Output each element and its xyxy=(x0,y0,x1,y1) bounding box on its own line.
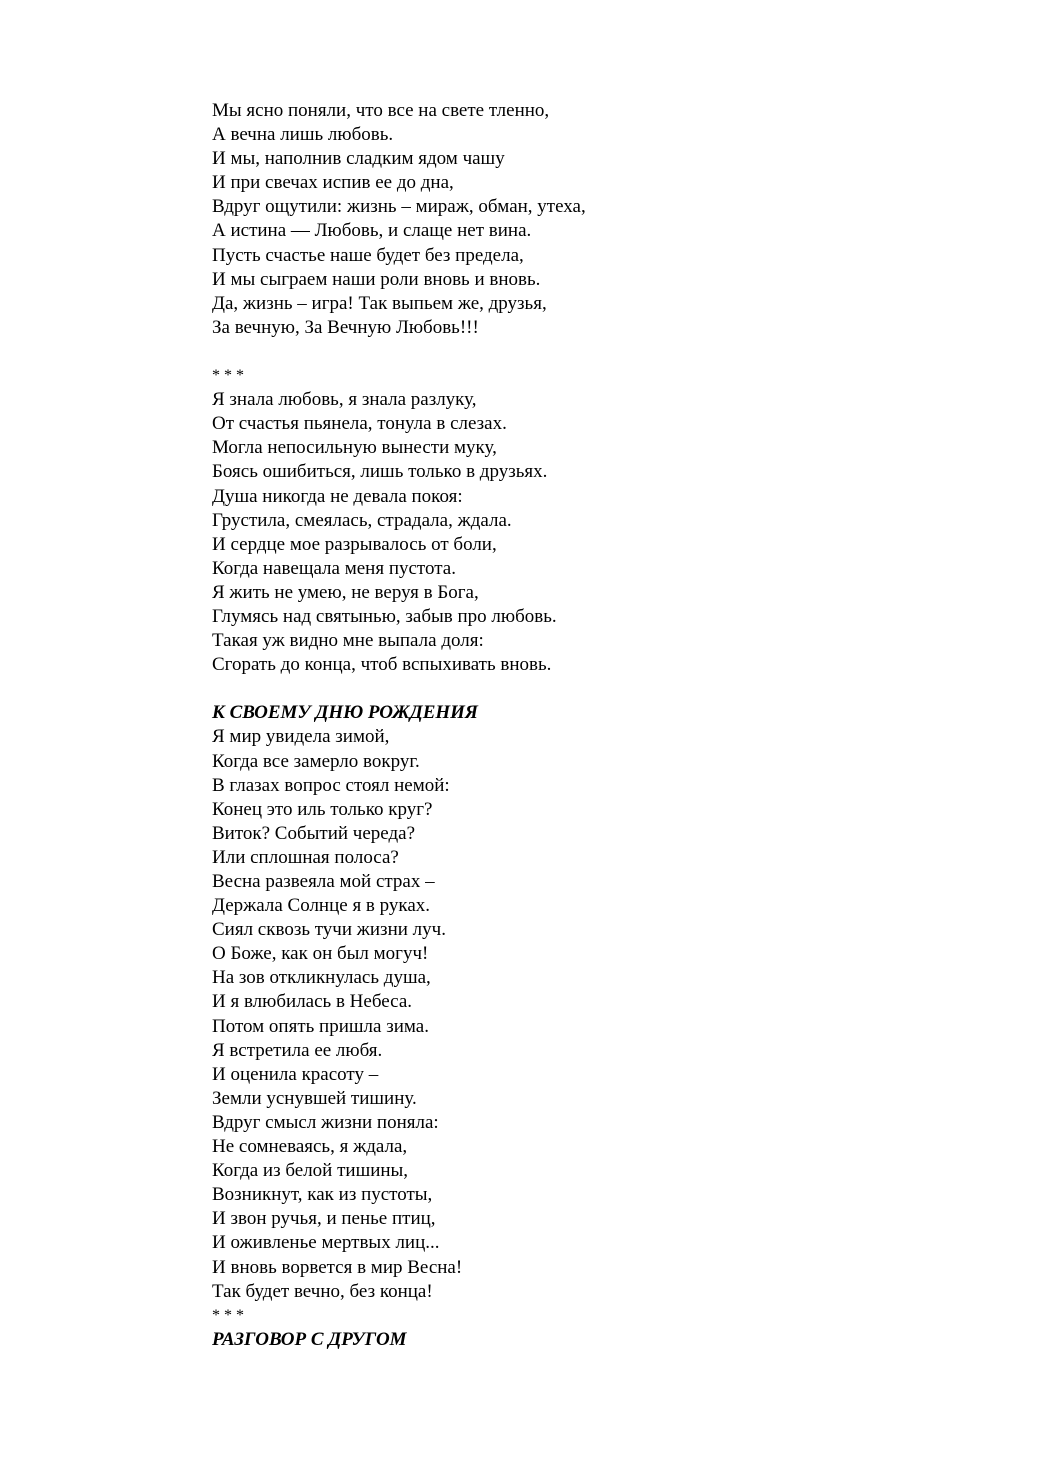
poem-1 xyxy=(212,99,832,340)
section-separator: * * * xyxy=(212,367,244,385)
poem-line: И вновь ворвется в мир Весна! xyxy=(212,1256,463,1278)
poem-line: Пусть счастье наше будет без предела, xyxy=(212,244,524,266)
poem-line: За вечную, За Вечную Любовь!!! xyxy=(212,316,479,338)
poem-line: Или сплошная полоса? xyxy=(212,846,399,868)
section-separator: * * * xyxy=(212,1306,244,1324)
poem-line: Я знала любовь, я знала разлуку, xyxy=(212,389,477,411)
stanza-gap xyxy=(212,677,832,701)
poem-2 xyxy=(212,364,832,677)
poem-line: И я влюбилась в Небеса. xyxy=(212,991,413,1013)
poem-line: Так будет вечно, без конца! xyxy=(212,1280,433,1302)
poem-line: А истина — Любовь, и слаще нет вина. xyxy=(212,220,532,242)
stanza-gap xyxy=(212,340,832,364)
poem-line: Я мир увидела зимой, xyxy=(212,726,390,748)
poem-line: И мы, наполнив сладким ядом чашу xyxy=(212,148,505,170)
poem-line: От счастья пьянела, тонула в слезах. xyxy=(212,413,507,435)
poem-3 xyxy=(212,701,832,1327)
poem-line: Мы ясно поняли, что все на свете тленно, xyxy=(212,100,550,121)
poem-line: Держала Солнце я в руках. xyxy=(212,895,431,917)
poem-line: Земли уснувшей тишину. xyxy=(212,1087,417,1109)
poem-line: Вдруг смысл жизни поняла: xyxy=(212,1111,439,1133)
poem-line: Грустила, смеялась, страдала, ждала. xyxy=(212,509,512,531)
poem-title: РАЗГОВОР С ДРУГОМ xyxy=(212,1328,407,1350)
poem-line: И оживленье мертвых лиц... xyxy=(212,1232,440,1254)
poem-line: Я жить не умею, не веруя в Бога, xyxy=(212,581,479,603)
poem-line: И сердце мое разрывалось от боли, xyxy=(212,533,497,555)
poem-line: Сиял сквозь тучи жизни луч. xyxy=(212,919,446,941)
poem-line: О Боже, как он был могуч! xyxy=(212,943,429,965)
poem-line: Когда из белой тишины, xyxy=(212,1160,409,1182)
poem-line: Когда навещала меня пустота. xyxy=(212,557,456,579)
poem-line: Я встретила ее любя. xyxy=(212,1039,383,1061)
poem-line: Возникнут, как из пустоты, xyxy=(212,1184,433,1206)
poem-line: Душа никогда не девала покоя: xyxy=(212,485,463,507)
poem-line: Глумясь над святынью, забыв про любовь. xyxy=(212,605,557,627)
poem-line: Не сомневаясь, я ждала, xyxy=(212,1136,408,1158)
poem-line: И звон ручья, и пенье птиц, xyxy=(212,1208,436,1230)
poem-line: Такая уж видно мне выпала доля: xyxy=(212,630,484,652)
poem-line: И мы сыграем наши роли вновь и вновь. xyxy=(212,268,541,290)
poem-line: Могла непосильную вынести муку, xyxy=(212,437,497,459)
poem-line: Когда все замерло вокруг. xyxy=(212,750,420,772)
poem-title: К СВОЕМУ ДНЮ РОЖДЕНИЯ xyxy=(212,702,479,724)
poem-line: Конец это иль только круг? xyxy=(212,798,433,820)
poem-line: И при свечах испив ее до дна, xyxy=(212,172,454,194)
poem-line: И оценила красоту – xyxy=(212,1063,379,1085)
poem-line: А вечна лишь любовь. xyxy=(212,124,394,146)
poem-line: Вдруг ощутили: жизнь – мираж, обман, утеха, xyxy=(212,196,586,218)
poem-4 xyxy=(212,1328,832,1352)
poem-line: Сгорать до конца, чтоб вспыхивать вновь. xyxy=(212,654,552,676)
poem-line: В глазах вопрос стоял немой: xyxy=(212,774,450,796)
poem-line: Боясь ошибиться, лишь только в друзьях. xyxy=(212,461,548,483)
poem-line: Потом опять пришла зима. xyxy=(212,1015,429,1037)
poem-line: Виток? Событий череда? xyxy=(212,822,416,844)
poem-line: Да, жизнь – игра! Так выпьем же, друзья, xyxy=(212,292,547,314)
document-page xyxy=(212,99,832,1352)
poem-line: На зов откликнулась душа, xyxy=(212,967,431,989)
poem-line: Весна развеяла мой страх – xyxy=(212,871,435,892)
